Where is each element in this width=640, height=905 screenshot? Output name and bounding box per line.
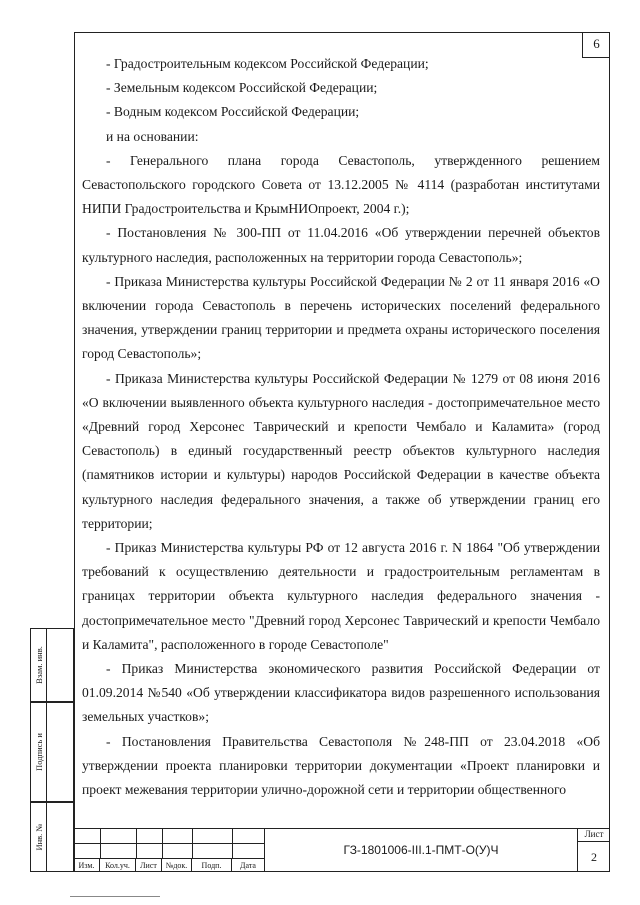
- sheet-label: Лист: [578, 828, 610, 842]
- paragraph: - Приказа Министерства культуры Российской Федерации № 1279 от 08 июня 2016 «О включении выявленного объекта культурного наследия - достопримечательное место «Древний город Херсонес Таврический и крепости Чембало и Каламита» (город Севастополь) в единый государственный реестр объектов культурного наследия (памятников истории и культуры) народов Российской Федерации в качестве объекта культурного наследия федерального значения, а также об утверждении границ его территории;: [82, 370, 600, 531]
- paragraph: и на основании:: [106, 128, 199, 144]
- paragraph: - Земельным кодексом Российской Федерации;: [106, 80, 378, 96]
- side-cell-signature: [30, 702, 74, 802]
- paragraph: - Постановления № 300-ПП от 11.04.2016 «Об утверждении перечней объектов культурного наследия, расположенных на территории города Севастополь»;: [82, 225, 600, 265]
- side-cell-replacement: [30, 628, 74, 702]
- page-number-box: 6: [582, 32, 610, 58]
- paragraph: - Генерального плана города Севастополь, утвержденного решением Севастопольского городского Совета от 13.12.2005 № 4114 (разработан институтами НИПИ Градостроительства и КрымНИОпроект, 2004 г.);: [82, 152, 600, 217]
- document-body: [82, 52, 600, 802]
- document-code: ГЗ-1801006-III.1-ПМТ-О(У)Ч: [264, 828, 577, 872]
- paragraph: - Приказ Министерства культуры РФ от 12 августа 2016 г. N 1864 "Об утверждении требований к осуществлению деятельности и градостроительным регламентам в границах территории объекта культурного наследия федерального значения - достопримечательное место "Древний город Херсонес Таврический и крепости Чембало и Каламита", расположенного в городе Севастополе": [82, 540, 600, 652]
- title-block: [74, 828, 610, 872]
- stamp-header: Кол.уч.: [100, 858, 136, 872]
- paragraph: - Приказ Министерства экономического развития Российской Федерации от 01.09.2014 №540 «Об утверждении классификатора видов разрешенного использования земельных участков»;: [82, 661, 600, 725]
- stamp-header: №док.: [162, 858, 192, 872]
- paragraph: - Постановления Правительства Севастополя №248-ПП от 23.04.2018 «Об утверждении проекта планировки территории документации «Проект планировки и проект межевания территории улично-дорожной сети и территории общественного: [82, 733, 600, 798]
- stamp-header: Подп.: [192, 858, 232, 872]
- scan-mark: [70, 896, 160, 897]
- side-cell-inventory: [30, 802, 74, 872]
- sheet-box: [577, 828, 610, 872]
- stamp-header: Лист: [136, 858, 162, 872]
- side-label: Инв. №: [33, 823, 44, 851]
- stamp-header: Дата: [232, 858, 264, 872]
- side-label: Взам. инв.: [33, 646, 44, 684]
- paragraph: - Водным кодексом Российской Федерации;: [106, 104, 360, 120]
- sheet-number: 2: [591, 850, 597, 864]
- stamp-header: Изм.: [74, 858, 100, 872]
- paragraph: - Градостроительным кодексом Российской Федерации;: [106, 56, 429, 71]
- paragraph: - Приказа Министерства культуры Российской Федерации № 2 от 11 января 2016 «О включении города Севастополь в перечень исторических поселений федерального значения, утверждении границ территории и предмета охраны исторического поселения город Севастополь»;: [82, 273, 600, 362]
- side-label: Подпись и: [33, 733, 44, 771]
- side-stamp: [30, 628, 74, 872]
